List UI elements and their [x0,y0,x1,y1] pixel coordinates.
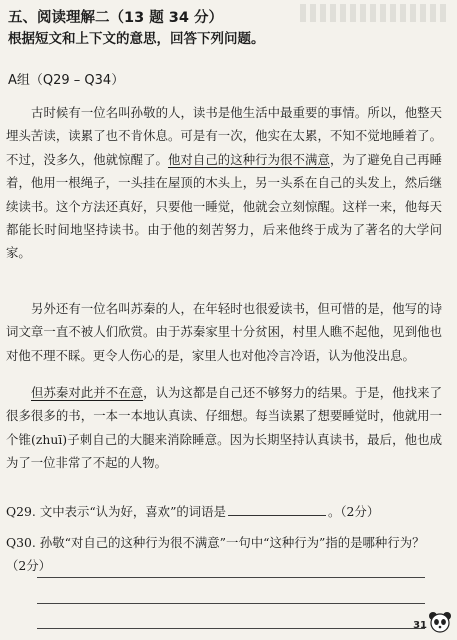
p3-text-b: ，认为这都是自己还不够努力的结果。于是，他找来了很多很多的书，一本一本地认真读、仔细想。每当读累了想要睡觉时，他就用一个锥(zhuī)子刺自己的大腿来消除睡意。因为长期坚持认真读书，最后，他也成为了一位非常了不起的人物。 [6,385,443,471]
q29-answer-blank[interactable] [228,501,326,516]
p1-text-b: ，为了避免自己再睡着，他用一根绳子，一头挂在屋顶的木头上，另一头系在自己的头发上，然后继续读书。这个方法还真好，只要他一睡觉，他就会立刻惊醒。这样一来，他每天都能长时间地坚持读书。由于他的刻苦努力，后来他终于成为了著名的大学问家。 [6,151,443,261]
p1-underlined-phrase: 他对自己的这种行为很不满意 [167,151,330,167]
group-title: A组（Q29 – Q34） [8,73,125,88]
passage-paragraph-1 [6,101,442,265]
q30-answer-line-2[interactable] [37,603,425,604]
page-number: 31 [413,620,427,631]
p1-text-a: 古时候有一位名叫孙敬的人，读书是他生活中最重要的事情。所以，他整天埋头苦读，读累了也不肯休息。可是有一次，他实在太累，不知不觉地睡着了。不过，没多久，他就惊醒了。 [6,105,442,167]
section-title: 五、阅读理解二（13 题 34 分） [8,10,223,26]
p3-underlined-phrase: 但苏秦对此并不在意 [31,385,144,400]
bleed-through-text [300,4,450,22]
question-30 [6,531,442,578]
q30-answer-line-3[interactable] [37,628,425,629]
q30-text: 孙敬“对自己的这种行为很不满意”一句中“这种行为”指的是哪种行为？（2分） [6,535,425,574]
q29-end: 。（2分） [327,504,380,519]
q29-number: Q29. [6,504,36,519]
panda-mascot-icon [427,610,453,638]
q30-answer-line-1[interactable] [37,577,425,578]
passage-paragraph-2: 另外还有一位名叫苏秦的人，在年轻时也很爱读书，但可惜的是，他写的诗词文章一直不被人们欣赏。由于苏秦家里十分贫困，村里人瞧不起他，见到他也对他不理不睬。更令人伤心的是，家里人也对他冷言冷语，认为他没出息。 [6,301,442,363]
question-29 [6,500,442,523]
q30-number: Q30. [6,535,36,550]
instruction-text: 根据短文和上下文的意思，回答下列问题。 [8,31,265,47]
q29-text: 文中表示“认为好，喜欢”的词语是 [39,504,226,519]
passage-paragraph-3 [6,381,442,475]
